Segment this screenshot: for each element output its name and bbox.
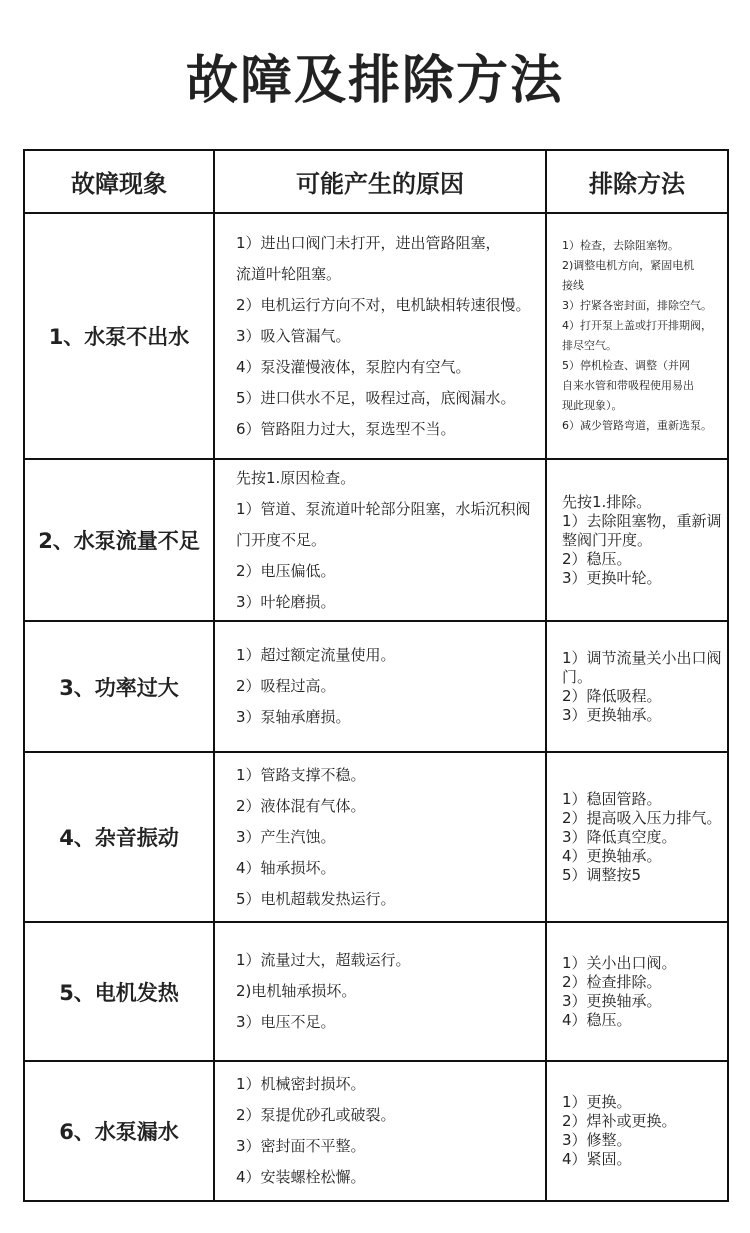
cause-line: 1）进出口阀门未打开，进出管路阻塞，	[236, 233, 501, 252]
table-row	[24, 621, 728, 752]
fixes-cell	[546, 1061, 728, 1201]
fix-line: 1）检查，去除阻塞物。	[562, 239, 679, 252]
cause-line: 5）进口供水不足，吸程过高，底阀漏水。	[236, 388, 516, 407]
symptom-cell: 1、水泵不出水	[24, 213, 214, 459]
cause-line: 2）电机运行方向不对，电机缺相转速很慢。	[236, 295, 531, 314]
cause-line: 3）叶轮磨损。	[236, 592, 336, 611]
fix-line: 1）调节流量关小出口阀门。	[562, 648, 722, 686]
cause-line: 3）吸入管漏气。	[236, 326, 351, 345]
symptom-cell: 5、电机发热	[24, 922, 214, 1061]
cause-line: 2)电机轴承损坏。	[236, 982, 357, 1000]
causes-cell	[214, 922, 546, 1061]
table-row	[24, 459, 728, 621]
troubleshooting-table	[23, 149, 729, 1202]
fix-line: 5）调整按5	[562, 865, 642, 884]
fix-line: 1）稳固管路。	[562, 789, 662, 808]
header-causes: 可能产生的原因	[214, 150, 546, 213]
fix-line: 1）去除阻塞物，重新调整阀门开度。	[562, 511, 722, 549]
table-row	[24, 213, 728, 459]
causes-cell	[214, 459, 546, 621]
page-title: 故障及排除方法	[185, 51, 564, 111]
fix-line: 现此现象）。	[562, 399, 623, 412]
symptom-cell: 4、杂音振动	[24, 752, 214, 922]
causes-cell	[214, 752, 546, 922]
fix-line: 6）减少管路弯道，重新选泵。	[562, 419, 712, 432]
fix-line: 2）检查排除。	[562, 972, 662, 991]
fixes-cell	[546, 752, 728, 922]
fix-line: 2）降低吸程。	[562, 686, 662, 705]
table-row	[24, 752, 728, 922]
fix-line: 自来水管和带吸程使用易出	[562, 379, 694, 392]
fix-line: 先按1.排除。	[562, 492, 652, 511]
symptom-cell: 6、水泵漏水	[24, 1061, 214, 1201]
fixes-cell	[546, 621, 728, 752]
fix-line: 接线	[562, 279, 584, 292]
fix-line: 3）更换轴承。	[562, 705, 662, 724]
table-row	[24, 922, 728, 1061]
fix-line: 1）关小出口阀。	[562, 953, 677, 972]
fix-line: 3）降低真空度。	[562, 827, 677, 846]
fix-line: 3）修整。	[562, 1131, 632, 1149]
cause-line: 3）电压不足。	[236, 1013, 336, 1031]
fix-line: 2）稳压。	[562, 549, 632, 568]
cause-line: 1）超过额定流量使用。	[236, 646, 396, 664]
cause-line: 1）机械密封损坏。	[236, 1075, 366, 1093]
fix-line: 排尽空气。	[562, 339, 617, 352]
fix-line: 2）提高吸入压力排气。	[562, 808, 722, 827]
cause-line: 4）安装螺栓松懈。	[236, 1168, 366, 1186]
fix-line: 3）更换轴承。	[562, 991, 662, 1010]
table-header-row	[24, 150, 728, 213]
fix-line: 2)调整电机方向，紧固电机	[562, 259, 695, 272]
symptom-cell: 2、水泵流量不足	[24, 459, 214, 621]
cause-line: 4）轴承损坏。	[236, 858, 336, 877]
fix-line: 3）更换叶轮。	[562, 568, 662, 587]
cause-line: 3）泵轴承磨损。	[236, 708, 351, 726]
fix-line: 4）紧固。	[562, 1150, 632, 1168]
cause-line: 3）密封面不平整。	[236, 1137, 366, 1155]
cause-line: 1）管路支撑不稳。	[236, 765, 366, 784]
causes-cell	[214, 1061, 546, 1201]
cause-line: 2）液体混有气体。	[236, 796, 366, 815]
fix-line: 4）打开泵上盖或打开排期阀，	[562, 319, 712, 332]
cause-line: 4）泵没灌慢液体，泵腔内有空气。	[236, 357, 471, 376]
cause-line: 5）电机超载发热运行。	[236, 889, 396, 908]
fix-line: 4）稳压。	[562, 1010, 632, 1029]
header-symptom: 故障现象	[24, 150, 214, 213]
fixes-cell	[546, 922, 728, 1061]
cause-line: 1）管道、泵流道叶轮部分阻塞，水垢沉积阀门开度不足。	[236, 499, 531, 549]
header-fixes: 排除方法	[546, 150, 728, 213]
fix-line: 3）拧紧各密封面，排除空气。	[562, 299, 712, 312]
fixes-cell	[546, 459, 728, 621]
fix-line: 4）更换轴承。	[562, 846, 662, 865]
table-row	[24, 1061, 728, 1201]
cause-line: 2）吸程过高。	[236, 677, 336, 695]
cause-line: 3）产生汽蚀。	[236, 827, 336, 846]
cause-line: 2）泵提优砂孔或破裂。	[236, 1106, 396, 1124]
cause-line: 6）管路阻力过大，泵选型不当。	[236, 419, 456, 438]
fix-line: 2）焊补或更换。	[562, 1112, 677, 1130]
fix-line: 5）停机检查、调整（并网	[562, 359, 690, 372]
causes-cell	[214, 621, 546, 752]
symptom-cell: 3、功率过大	[24, 621, 214, 752]
cause-line: 先按1.原因检查。	[236, 468, 356, 487]
fix-line: 1）更换。	[562, 1093, 632, 1111]
causes-cell	[214, 213, 546, 459]
cause-line: 1）流量过大，超载运行。	[236, 951, 411, 969]
cause-line: 2）电压偏低。	[236, 561, 336, 580]
fixes-cell	[546, 213, 728, 459]
cause-line: 流道叶轮阻塞。	[236, 264, 342, 283]
